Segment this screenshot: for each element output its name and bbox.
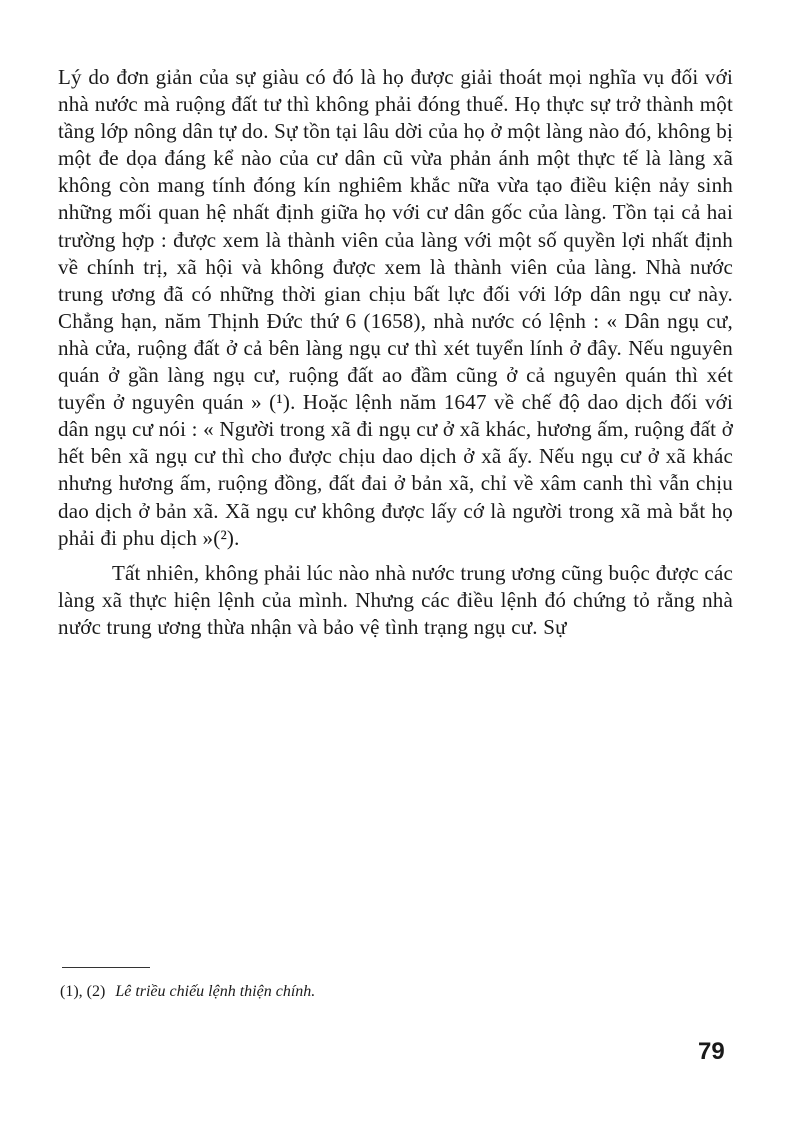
page-number: 79	[698, 1038, 725, 1065]
paragraph-1: Lý do đơn giản của sự giàu có đó là họ được giải thoát mọi nghĩa vụ đối với nhà nước mà ruộng đất tư thì không phải đóng thuế. Họ thực sự trở thành một tầng lớp nông dân tự do. Sự tồn tại lâu dời của họ ở một làng nào đó, không bị một đe dọa đáng kể nào của cư dân cũ vừa phản ánh một thực tế là làng xã không còn mang tính đóng kín nghiêm khắc nữa vừa tạo điều kiện nảy sinh những mối quan hệ nhất định giữa họ với cư dân gốc của làng. Tồn tại cả hai trường hợp : được xem là thành viên của làng với một số quyền lợi nhất định về chính trị, xã hội và không được xem là thành viên của làng. Nhà nước trung ương đã có những thời gian chịu bất lực đối với lớp dân ngụ cư này. Chẳng hạn, năm Thịnh Đức thứ 6 (1658), nhà nước có lệnh : « Dân ngụ cư, nhà cửa, ruộng đất ở cả bên làng ngụ cư thì xét tuyển lính ở đây. Nếu nguyên quán ở gần làng ngụ cư, ruộng đất ao đầm cũng ở cả nguyên quán thì xét tuyển ở nguyên quán » (¹). Hoặc lệnh năm 1647 về chế độ dao dịch đối với dân ngụ cư nói : « Người trong xã đi ngụ cư ở xã khác, hương ấm, ruộng đất ở hết bên xã ngụ cư thì cho được chịu dao dịch ở xã ấy. Nếu ngụ cư ở xã khác nhưng hương ấm, ruộng đồng, đất đai ở bản xã, chỉ về xâm canh thì vẫn chịu dao dịch ở bản xã. Xã ngụ cư không được lấy cớ là người trong xã mà bắt họ phải đi phu dịch »(²).	[58, 65, 733, 550]
footnote-divider	[62, 967, 150, 968]
footnote-markers: (1), (2)	[60, 983, 106, 1000]
footnote-source: Lê triều chiếu lệnh thiện chính.	[115, 983, 316, 1000]
footnote	[60, 982, 315, 1002]
paragraph-2: Tất nhiên, không phải lúc nào nhà nước trung ương cũng buộc được các làng xã thực hiện lệnh của mình. Nhưng các điều lệnh đó chứng tỏ rằng nhà nước trung ương thừa nhận và bảo vệ tình trạng ngụ cư. Sự	[58, 560, 733, 639]
body-text	[58, 64, 733, 641]
